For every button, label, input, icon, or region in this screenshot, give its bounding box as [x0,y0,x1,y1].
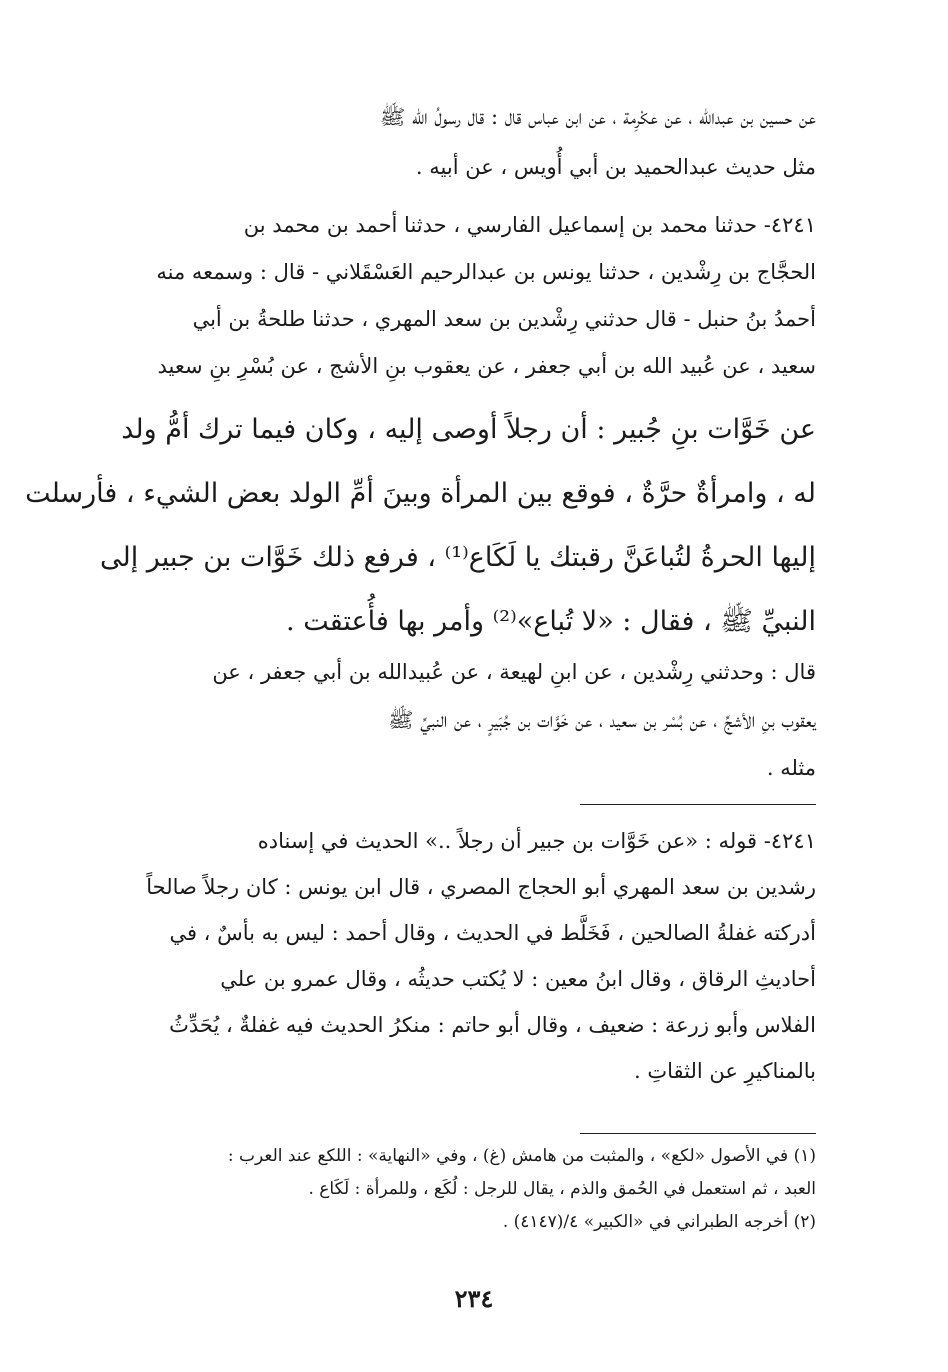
text-line: سعيد ، عن عُبيد الله بن أبي جعفر ، عن يعقوب بنِ الأشج ، عن بُسْرِ بنِ سعيد [157,354,816,378]
text-line: الحجَّاج بن رِشْدين ، حدثنا يونس بن عبدالرحيم العَسْقَلاني - قال : وسمعه منه [156,260,816,284]
text-line: النبيِّ ﷺ ، فقال : «لا تُباع»⁽²⁾ وأمر بها فأُعتقت . [286,606,816,637]
page-number: ٢٣٤ [454,1284,494,1313]
text-line: عن حسين بن عبدالله ، عن عكْرِمة ، عن ابن عباس قال : قال رسولُ الله ﷺ [379,105,816,129]
opening-paragraph [126,92,816,192]
hadith-variant-chain [126,648,816,792]
text-line: مثله . [766,756,816,780]
text-line: يعقوب بنِ الأشجِّ ، عن بُسْر بن سعيد ، عن خَوَّات بن جُبَيرٍ ، عن النبيِّ ﷺ [388,708,816,732]
hadith-matn [25,398,816,654]
footnote-line: (١) في الأصول «لكع» ، والمثبت من هامش (غ) ، وفي «النهاية» : اللكع عند العرب : [227,1146,816,1166]
text-line: بالمناكيرِ عن الثقاتِ . [633,1059,816,1083]
hadith-isnad [126,202,816,390]
text-line: أحاديثِ الرقاق ، وقال ابنُ معين : لا يُكتب حديثُه ، وقال عمرو بن علي [220,967,816,991]
footnote-line: العبد ، ثم استعمل في الحُمق والذم ، يقال للرجل : لُكَع ، وللمرأة : لَكَاع . [308,1179,816,1199]
commentary-separator [580,804,816,805]
text-line: قال : وحدثني رِشْدين ، عن ابنِ لهيعة ، عن عُبيدالله بن أبي جعفر ، عن [212,660,816,684]
footnote-separator [580,1133,816,1134]
text-line: الفلاس وأبو زرعة : ضعيف ، وقال أبو حاتم : منكرُ الحديث فيه غفلةٌ ، يُحَدِّثُ [169,1013,816,1037]
text-line: مثل حديث عبدالحميد بن أبي أُويس ، عن أبيه . [415,155,816,179]
commentary [126,818,816,1094]
text-line: أحمدُ بنُ حنبل - قال حدثني رِشْدين بن سعد المهري ، حدثنا طلحةُ بن أبي [192,307,816,331]
text-line: أدركته غفلةُ الصالحين ، فَخَلَّط في الحديث ، وقال أحمد : ليس به بأسٌ ، في [169,921,816,945]
text-line: ٤٢٤١- قوله : «عن خَوَّات بن جبير أن رجلاً ..» الحديث في إسناده [257,829,816,853]
text-line: إليها الحرةُ لتُباعَنَّ رقبتك يا لَكَاع⁽¹⁾ ، فرفع ذلك خَوَّات بن جبير إلى [99,542,816,573]
footnotes [126,1140,816,1239]
text-line: له ، وامرأةٌ حرَّةٌ ، فوقع بين المرأة وبينَ أمِّ الولد بعض الشيء ، فأرسلت [25,478,816,509]
text-line: عن خَوَّات بنِ جُبير : أن رجلاً أوصى إليه ، وكان فيما ترك أمُّ ولد [121,414,816,445]
text-line: رشدين بن سعد المهري أبو الحجاج المصري ، قال ابن يونس : كان رجلاً صالحاً [146,875,816,899]
footnote-line: (٢) أخرجه الطبراني في «الكبير» ٤/(٤١٤٧) . [502,1212,816,1232]
text-line: ٤٢٤١- حدثنا محمد بن إسماعيل الفارسي ، حدثنا أحمد بن محمد بن [243,213,816,237]
